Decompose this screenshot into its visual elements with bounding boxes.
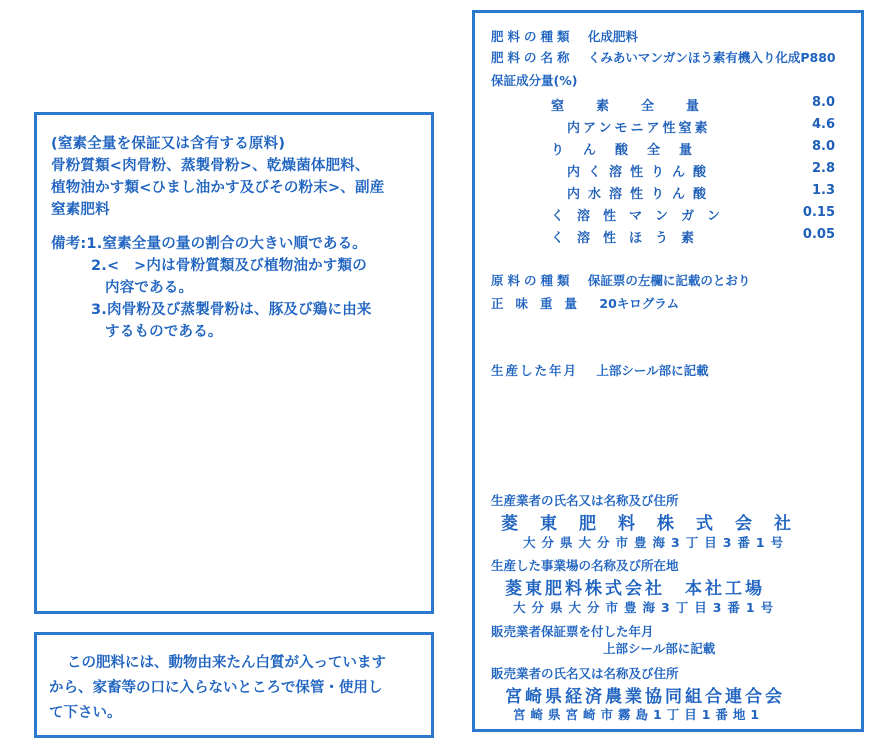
seller-label: 販売業者の氏名又は名称及び住所 — [491, 666, 679, 681]
component-row — [475, 227, 835, 249]
component-name: り ん 酸 全 量 — [551, 143, 696, 158]
factory-label: 生産した事業場の名称及び所在地 — [491, 558, 679, 573]
seller-date-label: 販売業者保証票を付した年月 — [491, 624, 654, 639]
net-weight-row — [491, 294, 679, 312]
factory-address: 大分県大分市豊海3丁目3番1号 — [513, 600, 780, 615]
raw-materials-line: 植物油かす類<ひまし油かす及びその粉末>、副産 — [51, 180, 385, 196]
seller-date-value: 上部シール部に記載 — [603, 641, 716, 656]
component-value: 8.0 — [811, 139, 835, 154]
component-value: 0.15 — [802, 205, 835, 220]
note-2: 2.< >内は骨粉質類及び植物油かす類の — [91, 258, 367, 274]
raw-materials-line: 窒素肥料 — [51, 202, 110, 218]
fertilizer-name-row — [491, 48, 836, 66]
component-value: 8.0 — [811, 95, 835, 110]
component-name: く溶性マンガン — [551, 209, 734, 224]
producer-name: 菱東肥料株式会社 — [501, 514, 813, 534]
fertilizer-name-label: 肥料の名称 — [491, 50, 574, 65]
component-value: 0.05 — [802, 227, 835, 242]
warning-line: から、家畜等の口に入らないところで保管・使用し — [49, 680, 383, 696]
production-date-row — [491, 361, 709, 379]
production-date-label: 生産した年月 — [491, 363, 579, 378]
producer-label: 生産業者の氏名又は名称及び住所 — [491, 493, 679, 508]
component-row — [475, 139, 835, 161]
fertilizer-type-row — [491, 27, 638, 45]
note-3: 3.肉骨粉及び蒸製骨粉は、豚及び鶏に由来 — [91, 302, 372, 318]
fertilizer-type-label: 肥料の種類 — [491, 29, 574, 44]
raw-materials-box — [34, 112, 434, 614]
guarantee-label-box — [472, 10, 864, 732]
warning-line: この肥料には、動物由来たん白質が入っています — [67, 655, 386, 671]
component-value: 4.6 — [811, 117, 835, 132]
fertilizer-type-value: 化成肥料 — [587, 29, 638, 44]
factory-name: 菱東肥料株式会社 本社工場 — [505, 579, 765, 599]
note-2-cont: 内容である。 — [105, 280, 194, 296]
net-weight-label: 正味重量 — [491, 296, 590, 311]
component-name: く 溶 性 ほ う 素 — [551, 231, 695, 246]
component-value: 1.3 — [811, 183, 835, 198]
net-weight-value: 20キログラム — [599, 296, 680, 311]
component-row — [475, 183, 835, 205]
raw-materials-line: 骨粉質類<肉骨粉、蒸製骨粉>、乾燥菌体肥料、 — [51, 158, 370, 174]
fertilizer-name-value: くみあいマンガンほう素有機入り化成P880 — [587, 50, 836, 65]
raw-material-label: 原料の種類 — [491, 273, 574, 288]
warning-box — [34, 632, 434, 738]
component-name: 内水溶性りん酸 — [567, 187, 715, 202]
component-name: 窒 素 全 量 — [551, 99, 702, 114]
component-row — [475, 161, 835, 183]
seller-name: 宮崎県経済農業協同組合連合会 — [505, 687, 785, 707]
raw-materials-heading: (窒素全量を保証又は含有する原料) — [51, 136, 286, 152]
component-name: 内く溶性りん酸 — [567, 165, 715, 180]
producer-address: 大分県大分市豊海3丁目3番1号 — [523, 535, 790, 550]
note-3-cont: するものである。 — [105, 324, 223, 340]
component-row — [475, 95, 835, 117]
component-value: 2.8 — [811, 161, 835, 176]
production-date-value: 上部シール部に記載 — [596, 363, 709, 378]
guarantee-heading: 保証成分量(%) — [491, 73, 578, 88]
seller-address: 宮崎県宮崎市霧島1丁目1番地1 — [513, 707, 765, 722]
raw-material-row — [491, 271, 750, 289]
component-name: 内アンモニア性窒素 — [567, 121, 711, 136]
component-row — [475, 117, 835, 139]
raw-material-value: 保証票の左欄に記載のとおり — [587, 273, 751, 288]
component-row — [475, 205, 835, 227]
note-1: 備考:1.窒素全量の量の割合の大きい順である。 — [51, 236, 367, 252]
warning-line: て下さい。 — [49, 705, 122, 721]
